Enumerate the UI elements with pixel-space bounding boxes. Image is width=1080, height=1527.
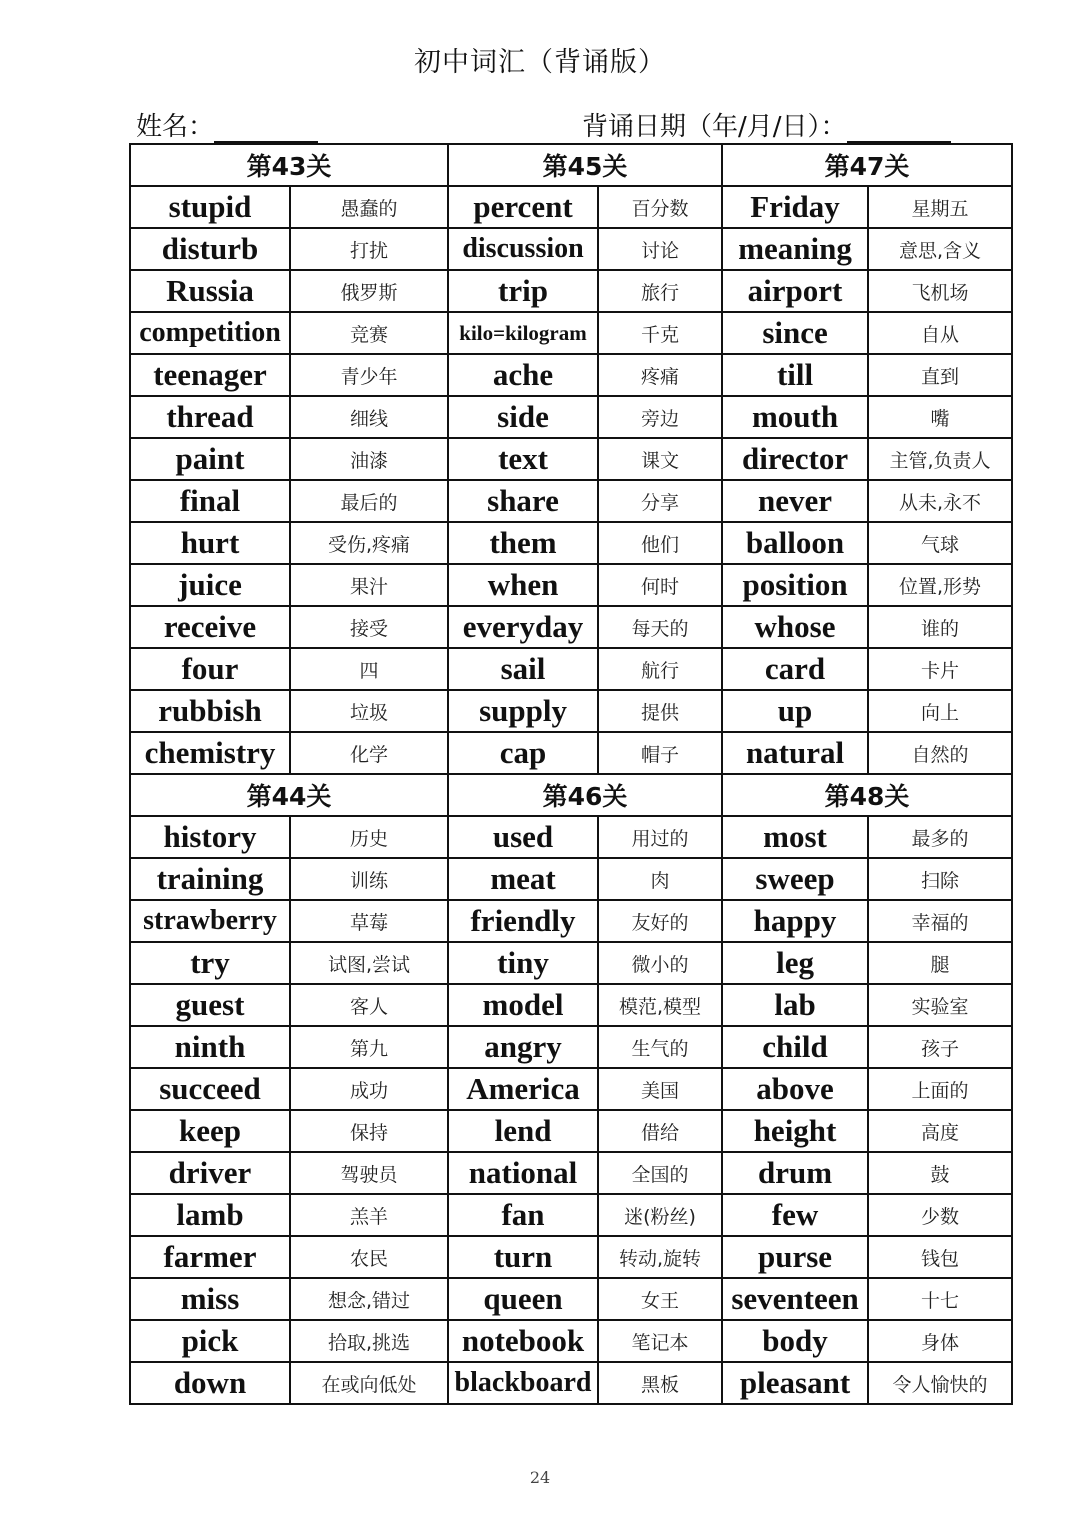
- page-title: 初中词汇（背诵版）: [414, 47, 666, 78]
- chinese-meaning: 向上: [868, 690, 1012, 732]
- english-word: four: [130, 648, 290, 690]
- word-row: [130, 1278, 1012, 1320]
- english-word: farmer: [130, 1236, 290, 1278]
- english-word: guest: [130, 984, 290, 1026]
- section-title: 第46关: [448, 774, 722, 816]
- chinese-meaning: 拾取,挑选: [290, 1320, 448, 1362]
- chinese-meaning: 卡片: [868, 648, 1012, 690]
- word-row: [130, 1026, 1012, 1068]
- english-word: body: [722, 1320, 868, 1362]
- chinese-meaning: 友好的: [598, 900, 722, 942]
- chinese-meaning: 竞赛: [290, 312, 448, 354]
- word-row: [130, 522, 1012, 564]
- english-word: friendly: [448, 900, 598, 942]
- chinese-meaning: 草莓: [290, 900, 448, 942]
- chinese-meaning: 每天的: [598, 606, 722, 648]
- chinese-meaning: 幸福的: [868, 900, 1012, 942]
- english-word: strawberry: [130, 900, 290, 942]
- chinese-meaning: 少数: [868, 1194, 1012, 1236]
- english-word: competition: [130, 312, 290, 354]
- chinese-meaning: 身体: [868, 1320, 1012, 1362]
- chinese-meaning: 最后的: [290, 480, 448, 522]
- english-word: pleasant: [722, 1362, 868, 1404]
- word-row: [130, 858, 1012, 900]
- word-row: [130, 690, 1012, 732]
- english-word: text: [448, 438, 598, 480]
- chinese-meaning: 千克: [598, 312, 722, 354]
- english-word: up: [722, 690, 868, 732]
- word-row: [130, 1194, 1012, 1236]
- chinese-meaning: 四: [290, 648, 448, 690]
- english-word: try: [130, 942, 290, 984]
- english-word: till: [722, 354, 868, 396]
- section-header-row: [130, 774, 1012, 816]
- english-word: teenager: [130, 354, 290, 396]
- english-word: lamb: [130, 1194, 290, 1236]
- chinese-meaning: 细线: [290, 396, 448, 438]
- chinese-meaning: 令人愉快的: [868, 1362, 1012, 1404]
- chinese-meaning: 从未,永不: [868, 480, 1012, 522]
- english-word: happy: [722, 900, 868, 942]
- chinese-meaning: 化学: [290, 732, 448, 774]
- english-word: airport: [722, 270, 868, 312]
- english-word: meat: [448, 858, 598, 900]
- chinese-meaning: 果汁: [290, 564, 448, 606]
- chinese-meaning: 打扰: [290, 228, 448, 270]
- chinese-meaning: 帽子: [598, 732, 722, 774]
- word-row: [130, 942, 1012, 984]
- english-word: training: [130, 858, 290, 900]
- chinese-meaning: 美国: [598, 1068, 722, 1110]
- english-word: them: [448, 522, 598, 564]
- chinese-meaning: 主管,负责人: [868, 438, 1012, 480]
- english-word: paint: [130, 438, 290, 480]
- word-row: [130, 270, 1012, 312]
- english-word: Friday: [722, 186, 868, 228]
- word-row: [130, 900, 1012, 942]
- word-row: [130, 648, 1012, 690]
- chinese-meaning: 垃圾: [290, 690, 448, 732]
- word-row: [130, 186, 1012, 228]
- english-word: supply: [448, 690, 598, 732]
- chinese-meaning: 训练: [290, 858, 448, 900]
- english-word: ninth: [130, 1026, 290, 1068]
- chinese-meaning: 讨论: [598, 228, 722, 270]
- page-number: 24: [529, 1468, 551, 1487]
- chinese-meaning: 女王: [598, 1278, 722, 1320]
- vocabulary-table: [129, 143, 1013, 1405]
- english-word: national: [448, 1152, 598, 1194]
- chinese-meaning: 鼓: [868, 1152, 1012, 1194]
- chinese-meaning: 星期五: [868, 186, 1012, 228]
- chinese-meaning: 扫除: [868, 858, 1012, 900]
- english-word: angry: [448, 1026, 598, 1068]
- english-word: balloon: [722, 522, 868, 564]
- english-word: trip: [448, 270, 598, 312]
- english-word: percent: [448, 186, 598, 228]
- english-word: whose: [722, 606, 868, 648]
- chinese-meaning: 肉: [598, 858, 722, 900]
- word-row: [130, 1362, 1012, 1404]
- chinese-meaning: 飞机场: [868, 270, 1012, 312]
- english-word: mouth: [722, 396, 868, 438]
- english-word: miss: [130, 1278, 290, 1320]
- english-word: turn: [448, 1236, 598, 1278]
- english-word: since: [722, 312, 868, 354]
- english-word: sail: [448, 648, 598, 690]
- english-word: drum: [722, 1152, 868, 1194]
- chinese-meaning: 意思,含义: [868, 228, 1012, 270]
- chinese-meaning: 用过的: [598, 816, 722, 858]
- section-title: 第47关: [722, 144, 1012, 186]
- chinese-meaning: 油漆: [290, 438, 448, 480]
- chinese-meaning: 分享: [598, 480, 722, 522]
- english-word: lend: [448, 1110, 598, 1152]
- word-row: [130, 396, 1012, 438]
- english-word: everyday: [448, 606, 598, 648]
- chinese-meaning: 想念,错过: [290, 1278, 448, 1320]
- english-word: history: [130, 816, 290, 858]
- english-word: tiny: [448, 942, 598, 984]
- chinese-meaning: 接受: [290, 606, 448, 648]
- chinese-meaning: 成功: [290, 1068, 448, 1110]
- word-row: [130, 354, 1012, 396]
- english-word: meaning: [722, 228, 868, 270]
- english-word: most: [722, 816, 868, 858]
- word-row: [130, 564, 1012, 606]
- word-row: [130, 1068, 1012, 1110]
- chinese-meaning: 愚蠢的: [290, 186, 448, 228]
- english-word: card: [722, 648, 868, 690]
- chinese-meaning: 农民: [290, 1236, 448, 1278]
- chinese-meaning: 受伤,疼痛: [290, 522, 448, 564]
- name-blank[interactable]: [214, 115, 318, 143]
- chinese-meaning: 上面的: [868, 1068, 1012, 1110]
- chinese-meaning: 高度: [868, 1110, 1012, 1152]
- chinese-meaning: 航行: [598, 648, 722, 690]
- chinese-meaning: 青少年: [290, 354, 448, 396]
- chinese-meaning: 历史: [290, 816, 448, 858]
- english-word: when: [448, 564, 598, 606]
- name-field[interactable]: [136, 106, 318, 143]
- english-word: discussion: [448, 228, 598, 270]
- english-word: thread: [130, 396, 290, 438]
- word-row: [130, 732, 1012, 774]
- english-word: pick: [130, 1320, 290, 1362]
- word-row: [130, 984, 1012, 1026]
- english-word: side: [448, 396, 598, 438]
- chinese-meaning: 孩子: [868, 1026, 1012, 1068]
- english-word: never: [722, 480, 868, 522]
- english-word: America: [448, 1068, 598, 1110]
- english-word: few: [722, 1194, 868, 1236]
- chinese-meaning: 转动,旋转: [598, 1236, 722, 1278]
- chinese-meaning: 谁的: [868, 606, 1012, 648]
- word-row: [130, 312, 1012, 354]
- english-word: rubbish: [130, 690, 290, 732]
- english-word: receive: [130, 606, 290, 648]
- word-row: [130, 606, 1012, 648]
- english-word: final: [130, 480, 290, 522]
- chinese-meaning: 直到: [868, 354, 1012, 396]
- chinese-meaning: 旁边: [598, 396, 722, 438]
- word-row: [130, 438, 1012, 480]
- english-word: disturb: [130, 228, 290, 270]
- word-row: [130, 228, 1012, 270]
- chinese-meaning: 微小的: [598, 942, 722, 984]
- chinese-meaning: 提供: [598, 690, 722, 732]
- chinese-meaning: 俄罗斯: [290, 270, 448, 312]
- chinese-meaning: 全国的: [598, 1152, 722, 1194]
- english-word: purse: [722, 1236, 868, 1278]
- english-word: seventeen: [722, 1278, 868, 1320]
- english-word: sweep: [722, 858, 868, 900]
- chinese-meaning: 试图,尝试: [290, 942, 448, 984]
- english-word: director: [722, 438, 868, 480]
- chinese-meaning: 自然的: [868, 732, 1012, 774]
- english-word: cap: [448, 732, 598, 774]
- chinese-meaning: 驾驶员: [290, 1152, 448, 1194]
- english-word: lab: [722, 984, 868, 1026]
- date-label: 背诵日期（年/月/日）：: [582, 112, 847, 142]
- chinese-meaning: 羔羊: [290, 1194, 448, 1236]
- name-label: 姓名：: [136, 112, 215, 142]
- english-word: share: [448, 480, 598, 522]
- chinese-meaning: 钱包: [868, 1236, 1012, 1278]
- chinese-meaning: 气球: [868, 522, 1012, 564]
- chinese-meaning: 旅行: [598, 270, 722, 312]
- english-word: fan: [448, 1194, 598, 1236]
- date-blank[interactable]: [847, 115, 951, 143]
- english-word: succeed: [130, 1068, 290, 1110]
- english-word: ache: [448, 354, 598, 396]
- word-row: [130, 1110, 1012, 1152]
- english-word: used: [448, 816, 598, 858]
- chinese-meaning: 位置,形势: [868, 564, 1012, 606]
- english-word: child: [722, 1026, 868, 1068]
- english-word: notebook: [448, 1320, 598, 1362]
- section-title: 第43关: [130, 144, 448, 186]
- chinese-meaning: 他们: [598, 522, 722, 564]
- chinese-meaning: 黑板: [598, 1362, 722, 1404]
- chinese-meaning: 笔记本: [598, 1320, 722, 1362]
- word-row: [130, 480, 1012, 522]
- chinese-meaning: 百分数: [598, 186, 722, 228]
- chinese-meaning: 第九: [290, 1026, 448, 1068]
- chinese-meaning: 保持: [290, 1110, 448, 1152]
- chinese-meaning: 迷(粉丝): [598, 1194, 722, 1236]
- chinese-meaning: 疼痛: [598, 354, 722, 396]
- chinese-meaning: 最多的: [868, 816, 1012, 858]
- chinese-meaning: 在或向低处: [290, 1362, 448, 1404]
- english-word: down: [130, 1362, 290, 1404]
- english-word: blackboard: [448, 1362, 598, 1404]
- english-word: queen: [448, 1278, 598, 1320]
- english-word: height: [722, 1110, 868, 1152]
- word-row: [130, 816, 1012, 858]
- english-word: juice: [130, 564, 290, 606]
- english-word: above: [722, 1068, 868, 1110]
- word-row: [130, 1320, 1012, 1362]
- chinese-meaning: 生气的: [598, 1026, 722, 1068]
- english-word: Russia: [130, 270, 290, 312]
- english-word: kilo=kilogram: [448, 312, 598, 354]
- english-word: keep: [130, 1110, 290, 1152]
- chinese-meaning: 腿: [868, 942, 1012, 984]
- chinese-meaning: 嘴: [868, 396, 1012, 438]
- english-word: driver: [130, 1152, 290, 1194]
- english-word: hurt: [130, 522, 290, 564]
- chinese-meaning: 客人: [290, 984, 448, 1026]
- section-title: 第48关: [722, 774, 1012, 816]
- chinese-meaning: 自从: [868, 312, 1012, 354]
- english-word: position: [722, 564, 868, 606]
- english-word: leg: [722, 942, 868, 984]
- section-title: 第45关: [448, 144, 722, 186]
- chinese-meaning: 实验室: [868, 984, 1012, 1026]
- english-word: stupid: [130, 186, 290, 228]
- english-word: model: [448, 984, 598, 1026]
- chinese-meaning: 借给: [598, 1110, 722, 1152]
- chinese-meaning: 模范,模型: [598, 984, 722, 1026]
- word-row: [130, 1236, 1012, 1278]
- chinese-meaning: 十七: [868, 1278, 1012, 1320]
- section-title: 第44关: [130, 774, 448, 816]
- chinese-meaning: 课文: [598, 438, 722, 480]
- word-row: [130, 1152, 1012, 1194]
- section-header-row: [130, 144, 1012, 186]
- chinese-meaning: 何时: [598, 564, 722, 606]
- english-word: chemistry: [130, 732, 290, 774]
- english-word: natural: [722, 732, 868, 774]
- date-field[interactable]: [582, 106, 951, 143]
